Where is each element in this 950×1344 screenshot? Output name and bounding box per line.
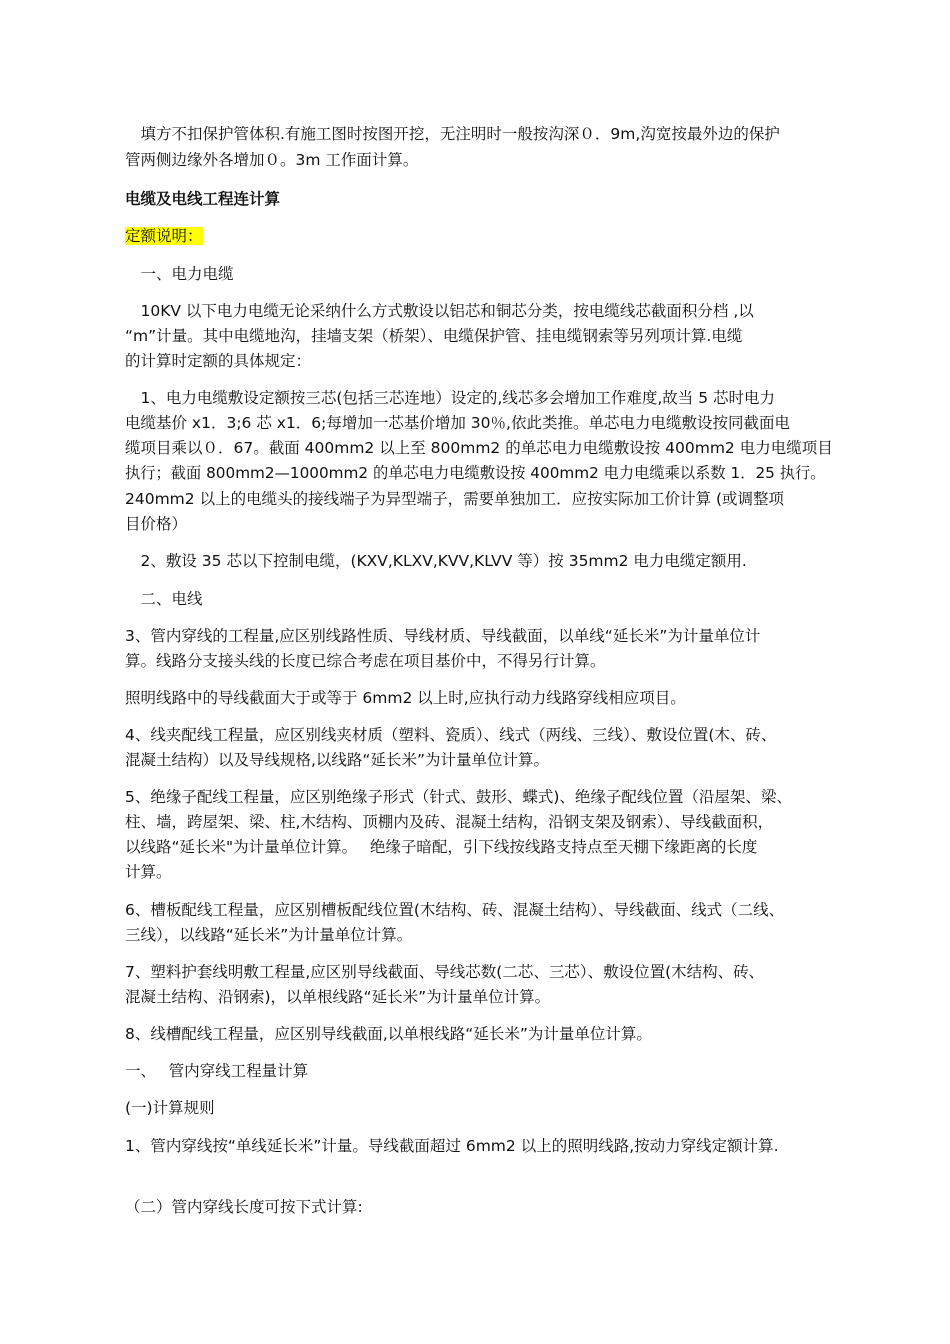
subheading-power-cable: 一、电力电缆: [125, 265, 234, 283]
paragraph-item1-line-2: 电缆基价 x1．3;6 芯 x1．6;每增加一芯基价增加 30％,依此类推。单芯电力电缆敷设按同截面电: [125, 414, 790, 432]
paragraph-item8: 8、线槽配线工程量，应区别导线截面,以单根线路“延长米”为计量单位计算。: [125, 1025, 652, 1043]
paragraph-lighting: 照明线路中的导线截面大于或等于 6mm2 以上时,应执行动力线路穿线相应项目。: [125, 689, 686, 707]
paragraph-item6-line-2: 三线），以线路“延长米”为计量单位计算。: [125, 926, 413, 944]
paragraph-item5-line-1: 5、绝缘子配线工程量，应区别绝缘子形式（针式、鼓形、蝶式)、绝缘子配线位置（沿屋架、梁、: [125, 788, 792, 806]
paragraph-item3-line-2: 算。线路分支接头线的长度已综合考虑在项目基价中，不得另行计算。: [125, 652, 606, 670]
paragraph-rule1: 1、管内穿线按“单线延长米”计量。导线截面超过 6mm2 以上的照明线路,按动力穿线定额计算.: [125, 1137, 779, 1155]
paragraph-item1-line-4: 执行；截面 800mm2—1000mm2 的单芯电力电缆敷设按 400mm2 电力电缆乘以系数 1．25 执行。: [125, 464, 826, 482]
paragraph-item1-line-5: 240mm2 以上的电缆头的接线端子为异型端子，需要单独加工．应按实际加工价计算 (或调整项: [125, 490, 785, 508]
highlighted-text: 定额说明：: [125, 227, 203, 245]
paragraph-item2: 2、敷设 35 芯以下控制电缆，(KXV,KLXV,KVV,KLVV 等）按 35mm2 电力电缆定额用.: [125, 552, 747, 570]
paragraph-item4-line-2: 混凝土结构）以及导线规格,以线路“延长米”为计量单位计算。: [125, 751, 549, 769]
subheading-calc-rules: (一)计算规则: [125, 1099, 215, 1117]
section-heading-cable-wire: 电缆及电线工程连计算: [125, 190, 281, 208]
paragraph-item1-line-3: 缆项目乘以０．67。截面 400mm2 以上至 800mm2 的单芯电力电缆敷设按 400mm2 电力电缆项目: [125, 439, 833, 457]
paragraph-10kv-line-1: 10KV 以下电力电缆无论采纳什么方式敷设以铝芯和铜芯分类，按电缆线芯截面积分档 ,以: [125, 302, 754, 320]
paragraph-backfill-line-1: 填方不扣保护管体积.有施工图时按图开挖，无注明时一般按沟深０．9m,沟宽按最外边的保护: [125, 125, 780, 143]
paragraph-backfill-line-2: 管两侧边缘外各增加０。3m 工作面计算。: [125, 151, 419, 169]
paragraph-item5-line-3: 以线路“延长米"为计量单位计算。 绝缘子暗配，引下线按线路支持点至天棚下缘距离的长度: [125, 838, 758, 856]
subheading-wire: 二、电线: [125, 590, 203, 608]
paragraph-item1-line-6: 目价格）: [125, 515, 188, 533]
paragraph-item5-line-4: 计算。: [125, 863, 172, 881]
paragraph-item7-line-1: 7、塑料护套线明敷工程量,应区别导线截面、导线芯数(二芯、三芯）、敷设位置(木结构、砖、: [125, 963, 765, 981]
paragraph-item6-line-1: 6、槽板配线工程量，应区别槽板配线位置(木结构、砖、混凝土结构）、导线截面、线式（二线、: [125, 901, 785, 919]
paragraph-10kv-line-2: “m”计量。其中电缆地沟，挂墙支架（桥架）、电缆保护管、挂电缆钢索等另列项计算.电缆: [125, 327, 743, 345]
paragraph-item7-line-2: 混凝土结构、沿钢索)，以单根线路“延长米”为计量单位计算。: [125, 988, 551, 1006]
subheading-length-formula: （二）管内穿线长度可按下式计算:: [125, 1198, 363, 1216]
subheading-conduit-wiring: 一、 管内穿线工程量计算: [125, 1062, 309, 1080]
quota-note-label: [125, 227, 203, 245]
paragraph-item3-line-1: 3、管内穿线的工程量,应区别线路性质、导线材质、导线截面，以单线“延长米”为计量单位计: [125, 627, 761, 645]
paragraph-item5-line-2: 柱、墙，跨屋架、梁、柱,木结构、顶棚内及砖、混凝土结构，沿钢支架及钢索）、导线截面积，: [125, 813, 774, 831]
paragraph-item4-line-1: 4、线夹配线工程量，应区别线夹材质（塑料、瓷质）、线式（两线、三线）、敷设位置(木、砖、: [125, 726, 777, 744]
paragraph-10kv-line-3: 的计算时定额的具体规定：: [125, 352, 312, 370]
paragraph-item1-line-1: 1、电力电缆敷设定额按三芯(包括三芯连地）设定的,线芯多会增加工作难度,故当 5 芯时电力: [125, 389, 775, 407]
